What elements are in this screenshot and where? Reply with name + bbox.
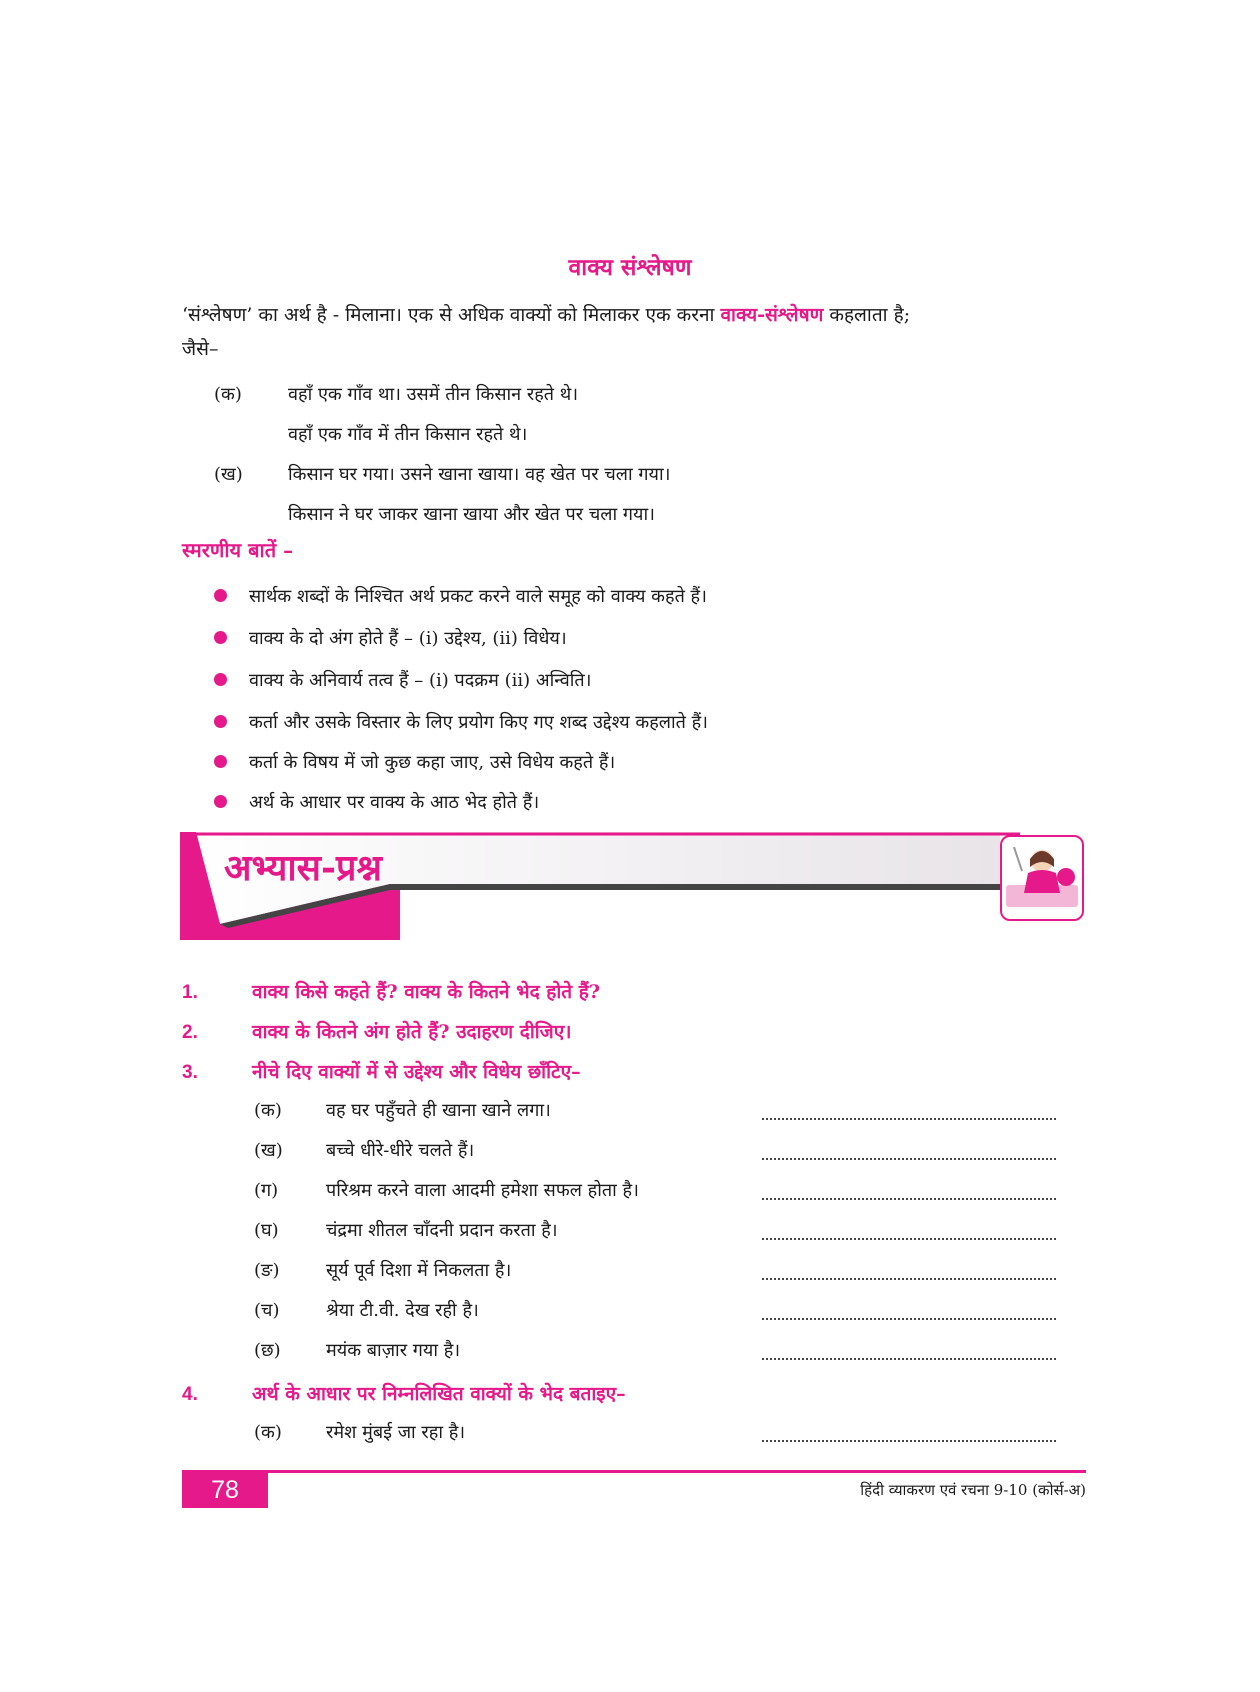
bullet-dot-icon bbox=[214, 715, 227, 728]
intro-text-2: कहलाता है; bbox=[823, 304, 911, 326]
example-line: किसान ने घर जाकर खाना खाया और खेत पर चला गया। bbox=[288, 504, 655, 525]
bullet-item: कर्ता और उसके विस्तार के लिए प्रयोग किए गए शब्द उद्देश्य कहलाते हैं। bbox=[214, 710, 708, 734]
q3-item: (ख) बच्चे धीरे-धीरे चलते हैं। bbox=[254, 1140, 475, 1161]
page-number: 78 bbox=[182, 1473, 268, 1508]
bullet-item: वाक्य के अनिवार्य तत्व हैं – (i) पदक्रम (ii) अन्विति। bbox=[214, 668, 591, 692]
bullet-item: कर्ता के विषय में जो कुछ कहा जाए, उसे विधेय कहते हैं। bbox=[214, 750, 615, 774]
q3-item: (क) वह घर पहुँचते ही खाना खाने लगा। bbox=[254, 1100, 551, 1121]
bullet-item: सार्थक शब्दों के निश्चित अर्थ प्रकट करने वाले समूह को वाक्य कहते हैं। bbox=[214, 584, 707, 608]
question-3: 3. नीचे दिए वाक्यों में से उद्देश्य और विधेय छाँटिए– bbox=[182, 1061, 581, 1083]
q3-item: (घ) चंद्रमा शीतल चाँदनी प्रदान करता है। bbox=[254, 1220, 558, 1241]
example-line: किसान घर गया। उसने खाना खाया। वह खेत पर चला गया। bbox=[288, 464, 671, 485]
example-label-ka: (क) bbox=[214, 384, 242, 405]
bullet-item: वाक्य के दो अंग होते हैं – (i) उद्देश्य, (ii) विधेय। bbox=[214, 626, 567, 650]
answer-blank[interactable] bbox=[762, 1118, 1056, 1120]
answer-blank[interactable] bbox=[762, 1158, 1056, 1160]
example-line: वहाँ एक गाँव था। उसमें तीन किसान रहते थे। bbox=[288, 384, 579, 405]
question-2: 2. वाक्य के कितने अंग होते हैं? उदाहरण दीजिए। bbox=[182, 1021, 572, 1043]
bullet-dot-icon bbox=[214, 795, 227, 808]
answer-blank[interactable] bbox=[762, 1440, 1056, 1442]
question-4: 4. अर्थ के आधार पर निम्नलिखित वाक्यों के भेद बताइए– bbox=[182, 1383, 626, 1405]
question-1: 1. वाक्य किसे कहते हैं? वाक्य के कितने भेद होते हैं? bbox=[182, 981, 600, 1003]
banner-title: अभ्यास-प्रश्न bbox=[224, 847, 382, 889]
bullet-item: अर्थ के आधार पर वाक्य के आठ भेद होते हैं। bbox=[214, 790, 539, 814]
q4-item: (क) रमेश मुंबई जा रहा है। bbox=[254, 1422, 466, 1443]
answer-blank[interactable] bbox=[762, 1318, 1056, 1320]
q3-item: (ङ) सूर्य पूर्व दिशा में निकलता है। bbox=[254, 1260, 512, 1281]
remember-heading: स्मरणीय बातें – bbox=[182, 538, 294, 562]
bullet-dot-icon bbox=[214, 673, 227, 686]
q3-item: (छ) मयंक बाज़ार गया है। bbox=[254, 1340, 461, 1361]
answer-blank[interactable] bbox=[762, 1358, 1056, 1360]
answer-blank[interactable] bbox=[762, 1278, 1056, 1280]
intro-highlight: वाक्य-संश्लेषण bbox=[720, 304, 824, 326]
footer-book-title: हिंदी व्याकरण एवं रचना 9-10 (कोर्स-अ) bbox=[860, 1481, 1086, 1499]
answer-blank[interactable] bbox=[762, 1198, 1056, 1200]
intro-text-3: जैसे– bbox=[182, 338, 219, 360]
girl-reading-icon bbox=[1000, 835, 1084, 921]
section-title: वाक्य संश्लेषण bbox=[568, 254, 692, 281]
bullet-dot-icon bbox=[214, 589, 227, 602]
q3-item: (ग) परिश्रम करने वाला आदमी हमेशा सफल होता है। bbox=[254, 1180, 639, 1201]
answer-blank[interactable] bbox=[762, 1238, 1056, 1240]
bullet-dot-icon bbox=[214, 631, 227, 644]
intro-paragraph bbox=[182, 298, 1092, 366]
example-label-kha: (ख) bbox=[214, 464, 243, 485]
footer-rule bbox=[182, 1470, 1086, 1473]
intro-text-1: ‘संश्लेषण’ का अर्थ है - मिलाना। एक से अधिक वाक्यों को मिलाकर एक करना bbox=[182, 304, 721, 326]
example-line: वहाँ एक गाँव में तीन किसान रहते थे। bbox=[288, 424, 528, 445]
bullet-dot-icon bbox=[214, 755, 227, 768]
q3-item: (च) श्रेया टी.वी. देख रही है। bbox=[254, 1300, 479, 1321]
